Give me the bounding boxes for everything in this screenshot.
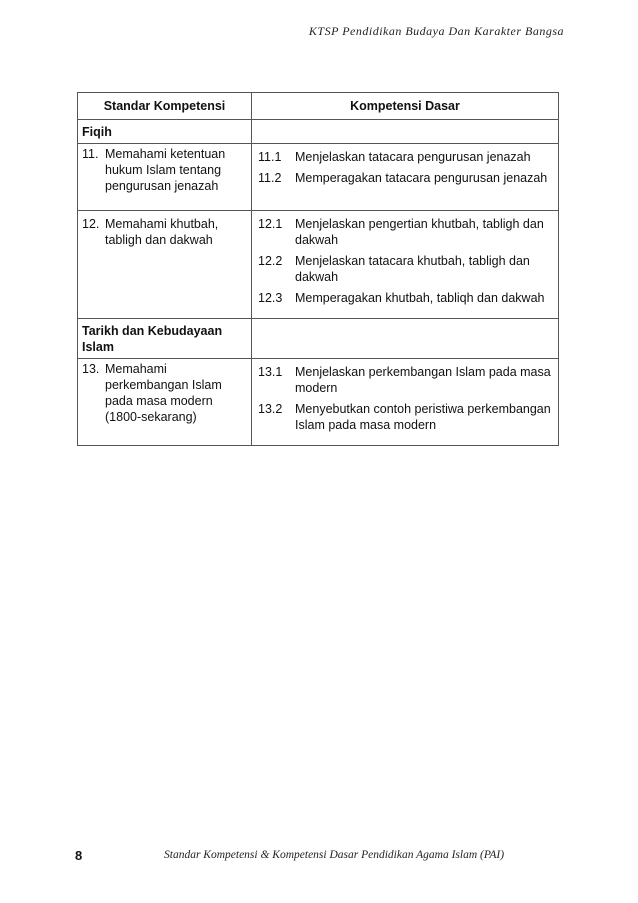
- kd-item: [258, 401, 554, 433]
- kd-number: 11.1: [258, 150, 282, 164]
- kd-list: [252, 211, 558, 318]
- table-row: [78, 211, 559, 319]
- kd-text: Memperagakan khutbah, tabliqh dan dakwah: [295, 291, 545, 305]
- section-title: Tarikh dan Kebudayaan Islam: [78, 319, 252, 359]
- kd-text: Menjelaskan tatacara pengurusan jenazah: [295, 150, 531, 164]
- kd-number: 12.2: [258, 254, 283, 268]
- kd-number: 13.2: [258, 402, 283, 416]
- footer-title: Standar Kompetensi & Kompetensi Dasar Pendidikan Agama Islam (PAI): [164, 849, 505, 861]
- kd-number: 12.3: [258, 291, 283, 305]
- kd-number: 12.1: [258, 217, 283, 231]
- standard-text: Memahami khutbah, tabligh dan dakwah: [105, 217, 219, 247]
- kd-number: 13.1: [258, 365, 283, 379]
- kd-text: Memperagakan tatacara pengurusan jenazah: [295, 171, 548, 185]
- kd-list: [252, 359, 558, 445]
- section-row: [78, 319, 559, 359]
- kd-item: [258, 149, 554, 165]
- table-row: [78, 144, 559, 211]
- section-title: Fiqih: [78, 120, 252, 144]
- kd-item: [258, 170, 554, 186]
- table-header-row: [78, 93, 559, 120]
- kd-item: [258, 216, 554, 248]
- standard-item: [78, 211, 251, 264]
- header-title: KTSP Pendidikan Budaya Dan Karakter Bangsa: [308, 24, 564, 38]
- competency-table: [77, 92, 559, 446]
- kd-number: 11.2: [258, 171, 282, 185]
- standard-text: Memahami perkembangan Islam pada masa modern (1800-sekarang): [105, 362, 222, 424]
- kd-text: Menjelaskan perkembangan Islam pada masa modern: [295, 365, 551, 395]
- table-row: [78, 359, 559, 446]
- standard-number: 12.: [82, 217, 100, 231]
- standard-number: 11.: [82, 147, 99, 161]
- section-row: [78, 120, 559, 144]
- kd-item: [258, 253, 554, 285]
- kd-list: [252, 144, 558, 198]
- kd-item: [258, 364, 554, 396]
- header-standar-kompetensi: Standar Kompetensi: [78, 93, 252, 120]
- standard-item: [78, 144, 251, 210]
- kd-item: [258, 290, 554, 306]
- header-kompetensi-dasar: Kompetensi Dasar: [252, 93, 559, 120]
- standard-number: 13.: [82, 362, 100, 376]
- kd-text: Menjelaskan tatacara khutbah, tabligh dan dakwah: [295, 254, 530, 284]
- kd-text: Menjelaskan pengertian khutbah, tabligh dan dakwah: [295, 217, 544, 247]
- page-number: 8: [75, 848, 83, 863]
- standard-text: Memahami ketentuan hukum Islam tentang pengurusan jenazah: [105, 147, 226, 193]
- kd-text: Menyebutkan contoh peristiwa perkembangan Islam pada masa modern: [295, 402, 551, 432]
- standard-item: [78, 359, 251, 443]
